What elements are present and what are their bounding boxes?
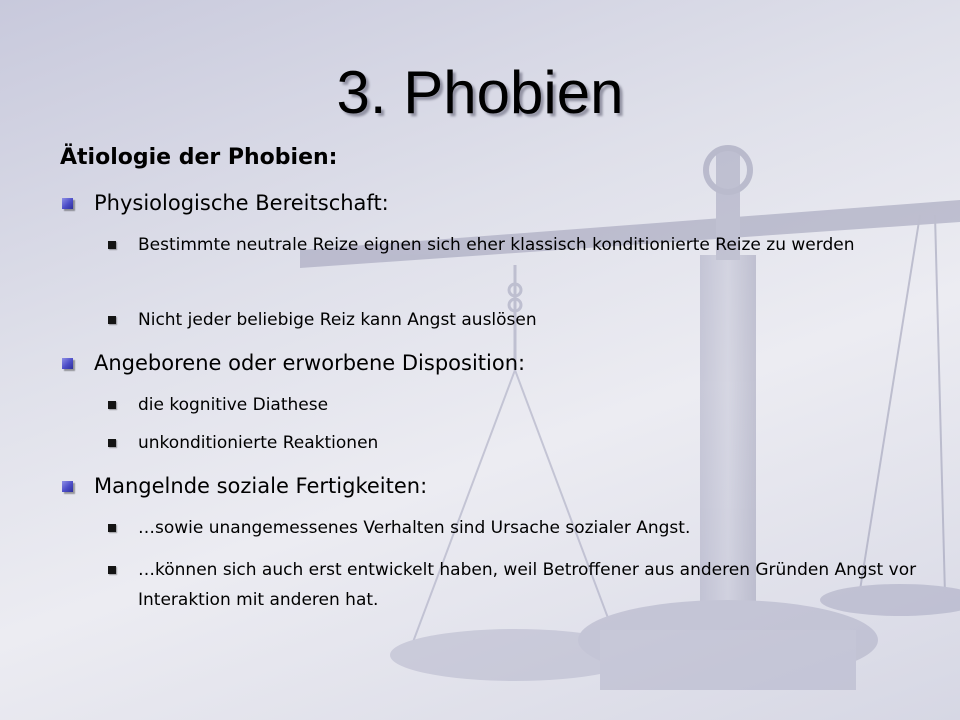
- bullet-point: [106, 390, 921, 420]
- bullet-point: [106, 230, 921, 260]
- slide-title: 3. Phobien: [336, 59, 624, 126]
- section-heading-text: Angeborene oder erworbene Disposition:: [94, 351, 526, 375]
- section-heading: [60, 471, 427, 501]
- square-bullet-icon: [108, 566, 116, 574]
- section-heading-text: Physiologische Bereitschaft:: [94, 191, 389, 215]
- slide-subtitle: Ätiologie der Phobien:: [60, 145, 338, 170]
- bullet-point-text: die kognitive Diathese: [138, 395, 329, 415]
- square-bullet-icon: [108, 524, 116, 532]
- bullet-point-text: …können sich auch erst entwickelt haben, weil Betroffener aus anderen Gründen Angst vor Interaktion mit anderen hat.: [138, 560, 917, 610]
- section-heading: [60, 348, 525, 378]
- square-bullet-icon: [108, 316, 116, 324]
- bullet-point: [106, 428, 921, 458]
- section-heading-text: Mangelnde soziale Fertigkeiten:: [94, 474, 428, 498]
- bullet-point-text: Bestimmte neutrale Reize eignen sich eher klassisch konditionierte Reize zu werden: [138, 235, 855, 255]
- section-heading: [60, 188, 389, 218]
- square-bullet-icon: [62, 358, 73, 369]
- bullet-point: [106, 513, 921, 543]
- square-bullet-icon: [62, 481, 73, 492]
- square-bullet-icon: [108, 241, 116, 249]
- bullet-point-text: Nicht jeder beliebige Reiz kann Angst auslösen: [138, 310, 537, 330]
- bullet-point: [106, 555, 921, 615]
- square-bullet-icon: [62, 198, 73, 209]
- bullet-point: [106, 305, 921, 335]
- bullet-point-text: unkonditionierte Reaktionen: [138, 433, 379, 453]
- square-bullet-icon: [108, 439, 116, 447]
- bullet-point-text: …sowie unangemessenes Verhalten sind Ursache sozialer Angst.: [138, 518, 691, 538]
- square-bullet-icon: [108, 401, 116, 409]
